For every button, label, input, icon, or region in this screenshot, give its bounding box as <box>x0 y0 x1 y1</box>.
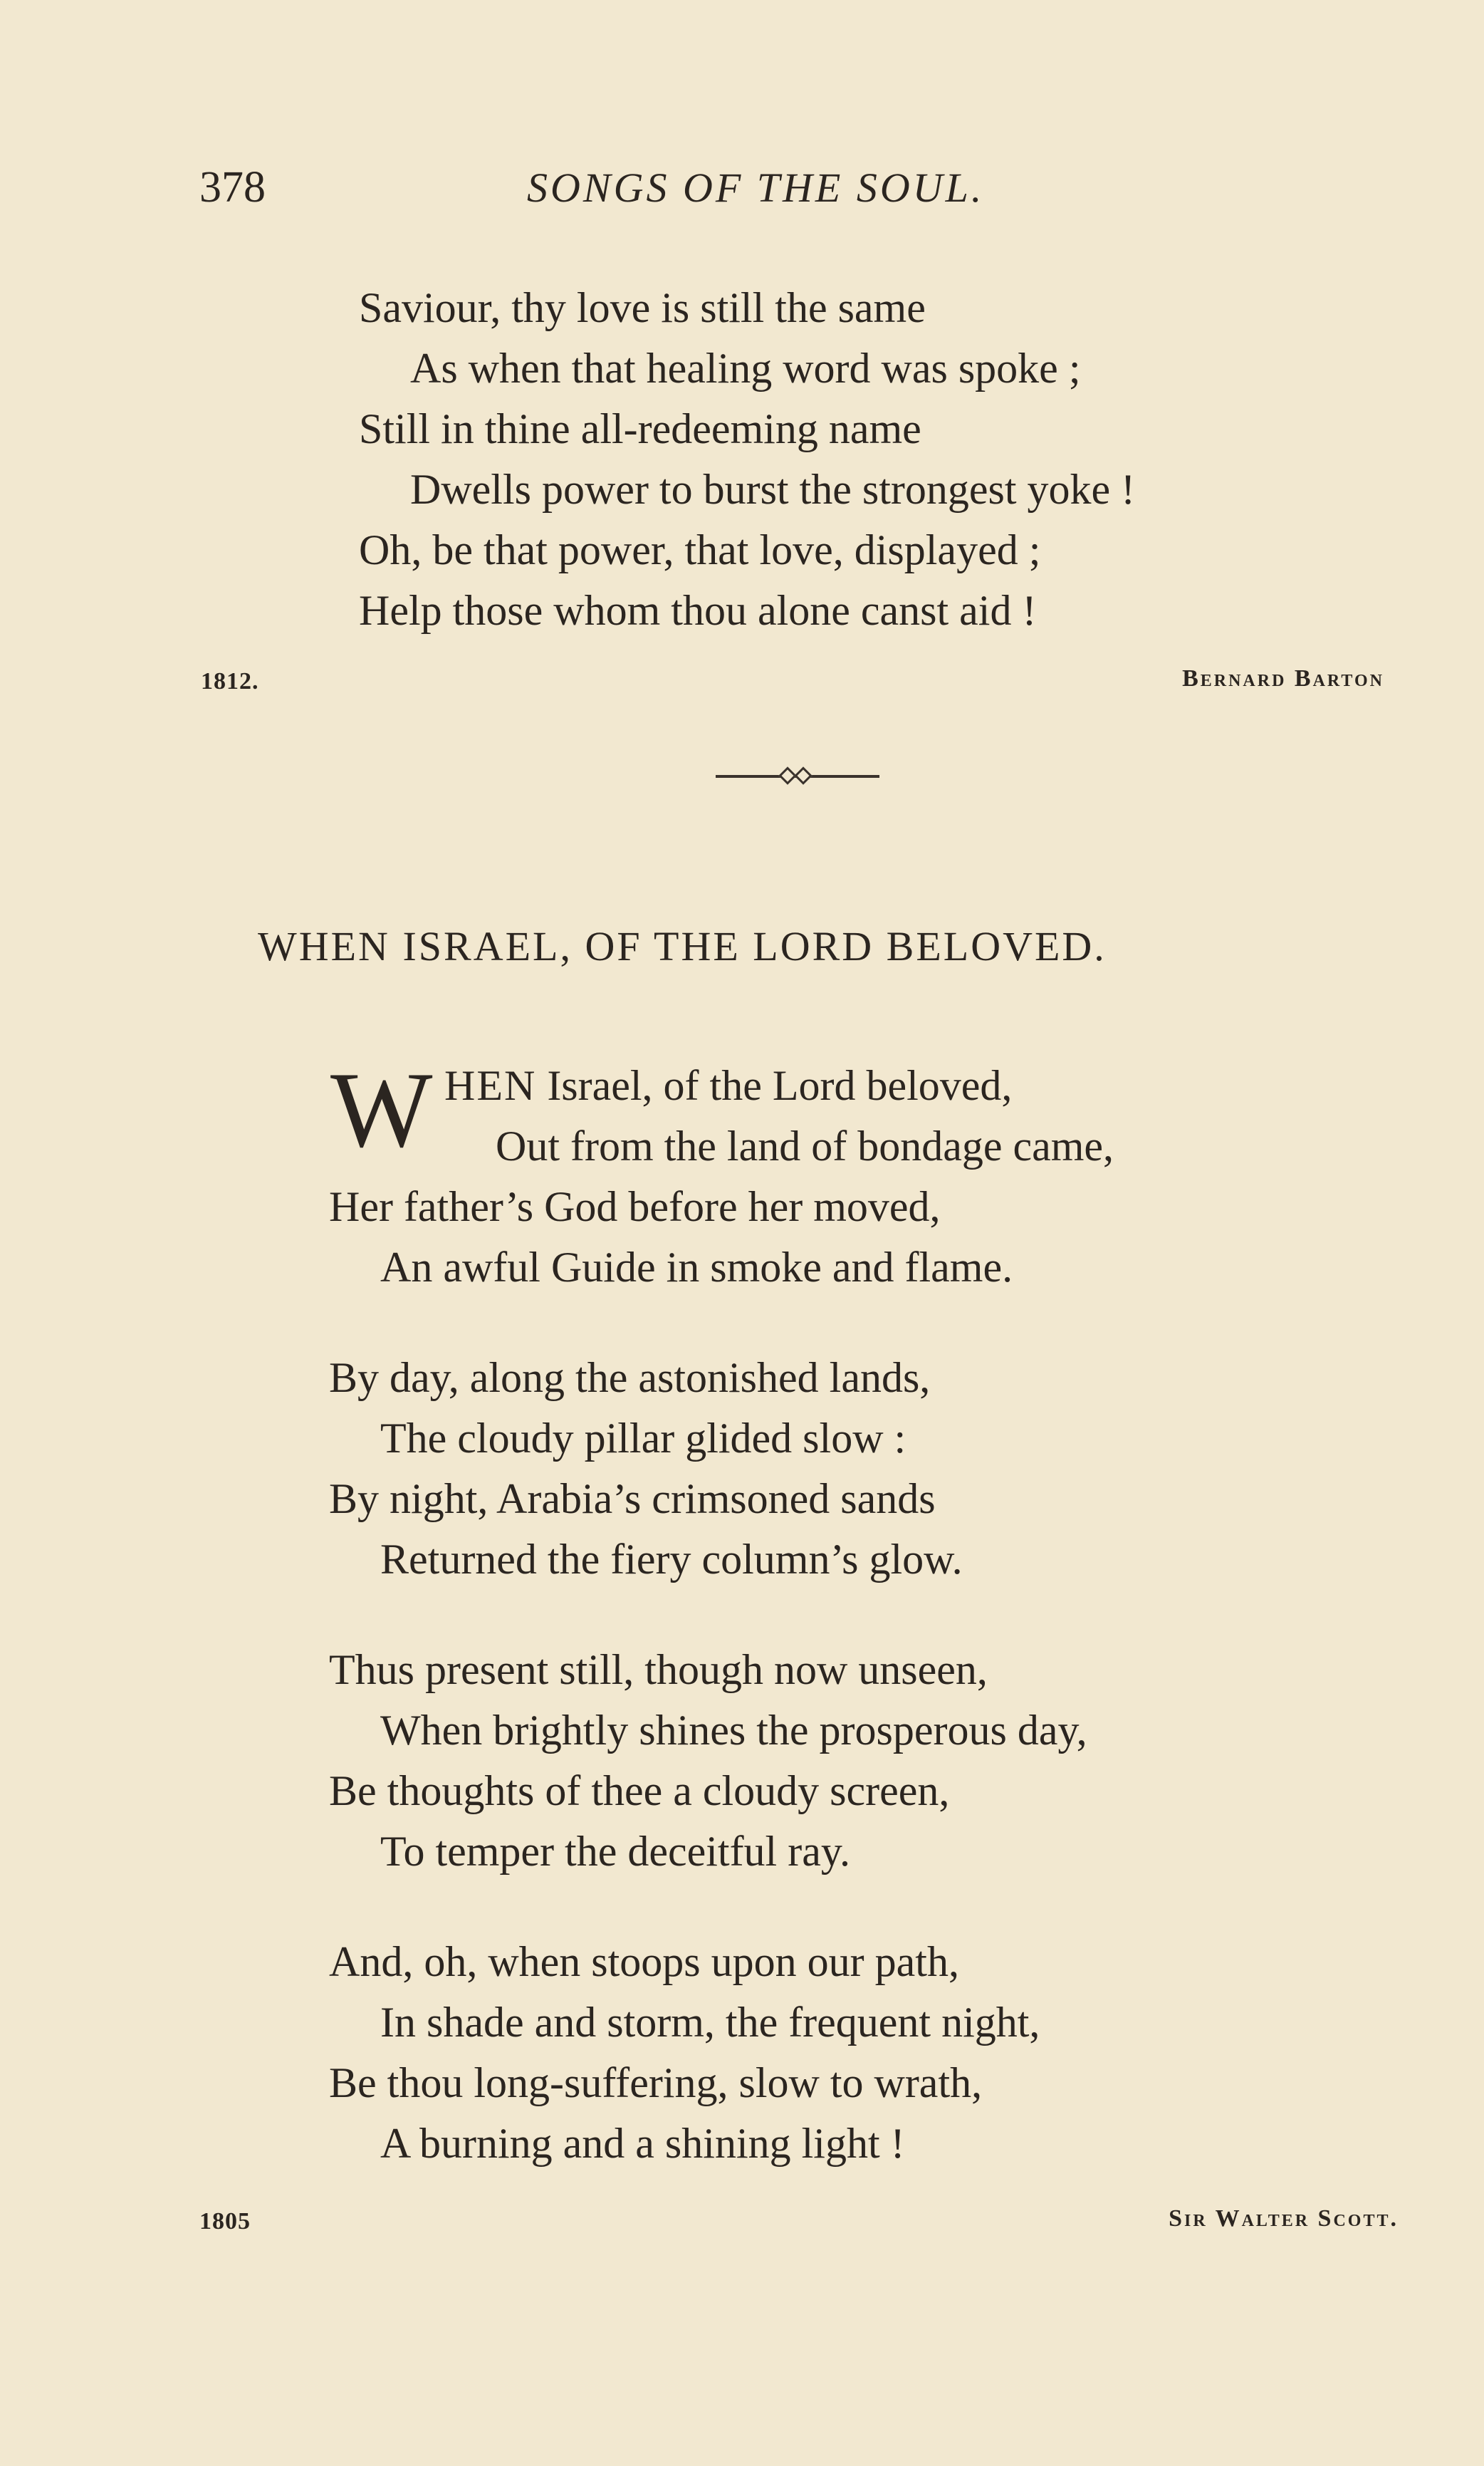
drop-cap: W <box>330 1050 433 1170</box>
poem-line: In shade and storm, the frequent night, <box>380 1999 1040 2046</box>
poem-line: Dwells power to burst the strongest yoke ! <box>410 466 1136 513</box>
poem-line: The cloudy pillar glided slow : <box>380 1415 906 1462</box>
poem-year: 1805 <box>199 2208 251 2235</box>
page-number: 378 <box>199 163 266 212</box>
poem-line: Still in thine all-redeeming name <box>359 405 921 452</box>
poem-title: WHEN ISRAEL, OF THE LORD BELOVED. <box>258 923 1107 969</box>
poem-line: Be thou long-suffering, slow to wrath, <box>329 2059 983 2106</box>
poem-line: And, oh, when stoops upon our path, <box>329 1938 959 1985</box>
poem-line: Returned the fiery column’s glow. <box>380 1536 963 1583</box>
poem-line: As when that healing word was spoke ; <box>410 345 1081 392</box>
poem-author: Sir Walter Scott. <box>1169 2205 1399 2232</box>
poem-line: Be thoughts of thee a cloudy screen, <box>329 1767 950 1814</box>
poem-line: Oh, be that power, that love, displayed ; <box>359 526 1041 573</box>
first-word-caps: HEN <box>444 1062 537 1109</box>
poem-line: Her father’s God before her moved, <box>329 1183 941 1230</box>
stanza <box>329 1932 1114 2174</box>
poem-line: By night, Arabia’s crimsoned sands <box>329 1475 936 1522</box>
poem-line: Out from the land of bondage came, <box>496 1123 1114 1170</box>
stanza <box>329 1348 1114 1590</box>
running-title: SONGS OF THE SOUL. <box>527 165 985 211</box>
stanza <box>329 1640 1114 1882</box>
poem-line: Saviour, thy love is still the same <box>359 284 926 331</box>
poem-barton <box>359 278 1135 641</box>
poem-line: A burning and a shining light ! <box>380 2120 905 2167</box>
poem-line: Thus present still, though now unseen, <box>329 1646 988 1693</box>
stanza <box>329 1050 1114 1298</box>
poem-author: Bernard Barton <box>1182 665 1384 692</box>
poem-line: When brightly shines the prosperous day, <box>380 1707 1087 1754</box>
poem-year: 1812. <box>201 668 259 694</box>
poem-line: By day, along the astonished lands, <box>329 1354 931 1401</box>
poem-line: An awful Guide in smoke and flame. <box>380 1244 1013 1291</box>
divider-ornament-icon <box>780 769 815 784</box>
first-line-rest: Israel, of the Lord beloved, <box>536 1062 1013 1109</box>
poem-line: To temper the deceitful ray. <box>380 1828 850 1875</box>
poem-line: Help those whom thou alone canst aid ! <box>359 587 1037 634</box>
poem-scott <box>329 1050 1114 2174</box>
